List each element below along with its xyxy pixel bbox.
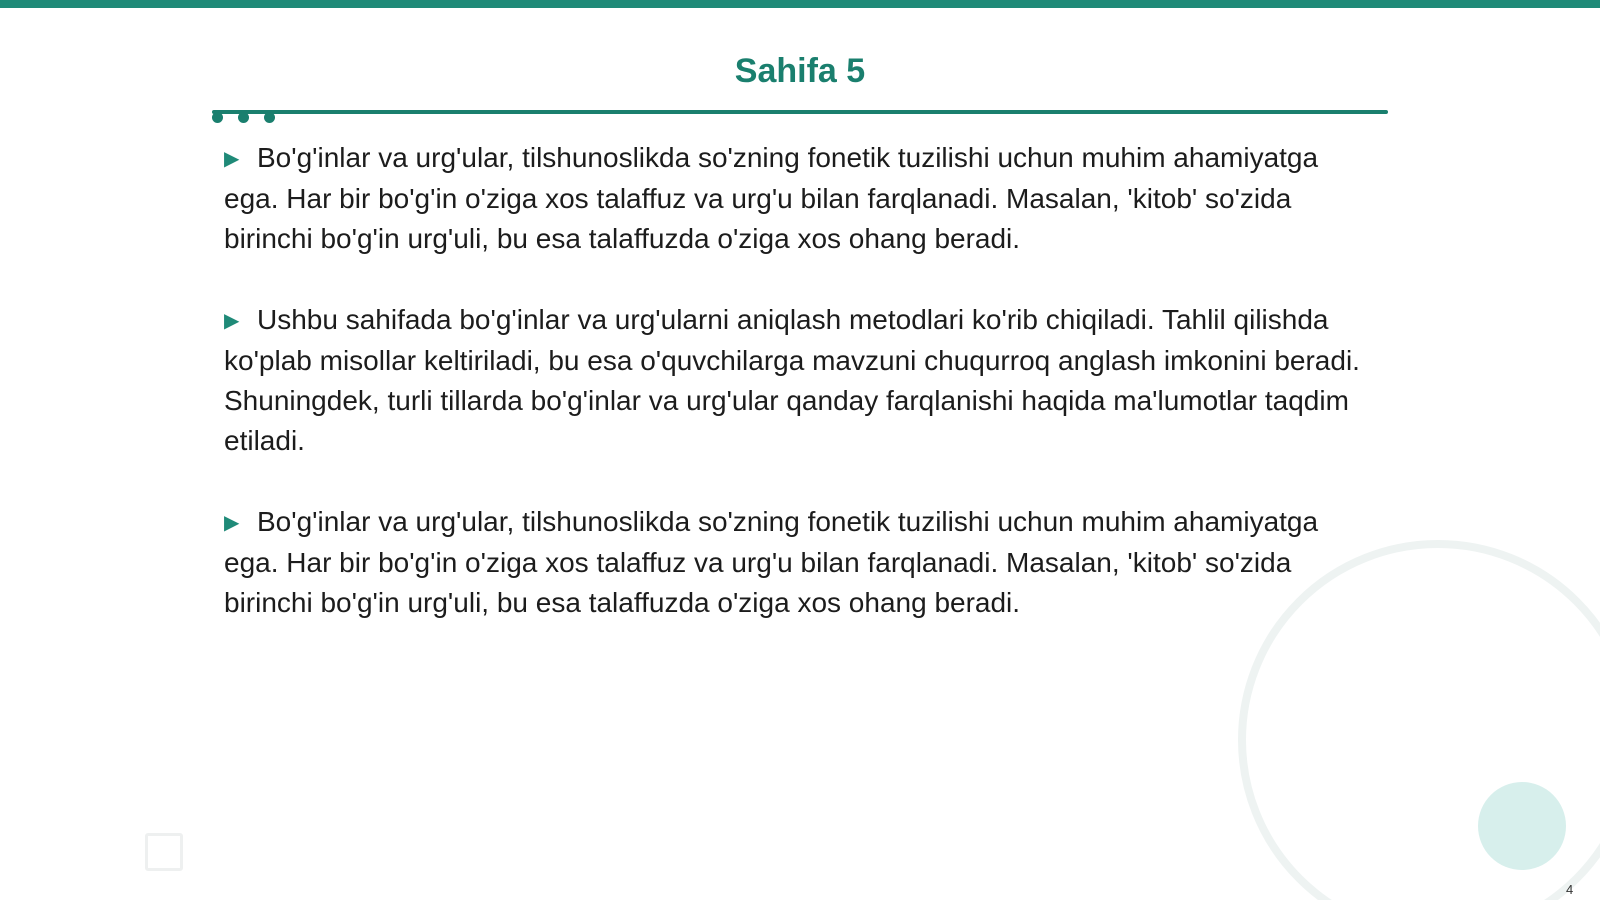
bullet-text: Bo'g'inlar va urg'ular, tilshunoslikda so'zning fonetik tuzilishi uchun muhim ahamiyatga ega. Har bir bo'g'in o'ziga xos talaffuz va urg'u bilan farqlanadi. Masalan, 'kitob' so'zida birinchi bo'g'in urg'uli, bu esa talaffuzda o'ziga xos ohang beradi. (224, 142, 1319, 254)
bullet-item (224, 138, 1374, 259)
bullet-item (224, 502, 1374, 623)
title-underline (212, 110, 1388, 114)
bullet-list (224, 138, 1374, 664)
top-accent-bar (0, 0, 1600, 8)
triangle-bullet-icon: ▶ (224, 512, 240, 534)
underline-dot-3 (264, 112, 275, 123)
underline-dot-1 (212, 112, 223, 123)
bullet-item (224, 300, 1374, 461)
triangle-bullet-icon: ▶ (224, 148, 240, 170)
page-number: 4 (1566, 882, 1574, 897)
bullet-text: Bo'g'inlar va urg'ular, tilshunoslikda so'zning fonetik tuzilishi uchun muhim ahamiyatga ega. Har bir bo'g'in o'ziga xos talaffuz va urg'u bilan farqlanadi. Masalan, 'kitob' so'zida birinchi bo'g'in urg'uli, bu esa talaffuzda o'ziga xos ohang beradi. (224, 506, 1319, 618)
bullet-text: Ushbu sahifada bo'g'inlar va urg'ularni aniqlash metodlari ko'rib chiqiladi. Tahlil qilishda ko'plab misollar keltiriladi, bu esa o'quvchilarga mavzuni chuqurroq anglash imkonini beradi. Shuningdek, turli tillarda bo'g'inlar va urg'ular qanday farqlanishi haqida ma'lumotlar taqdim etiladi. (224, 304, 1360, 456)
triangle-bullet-icon: ▶ (224, 310, 240, 332)
decorative-circle (1478, 782, 1566, 870)
slide-title: Sahifa 5 (734, 52, 866, 90)
underline-dot-2 (238, 112, 249, 123)
decorative-square (145, 833, 183, 871)
